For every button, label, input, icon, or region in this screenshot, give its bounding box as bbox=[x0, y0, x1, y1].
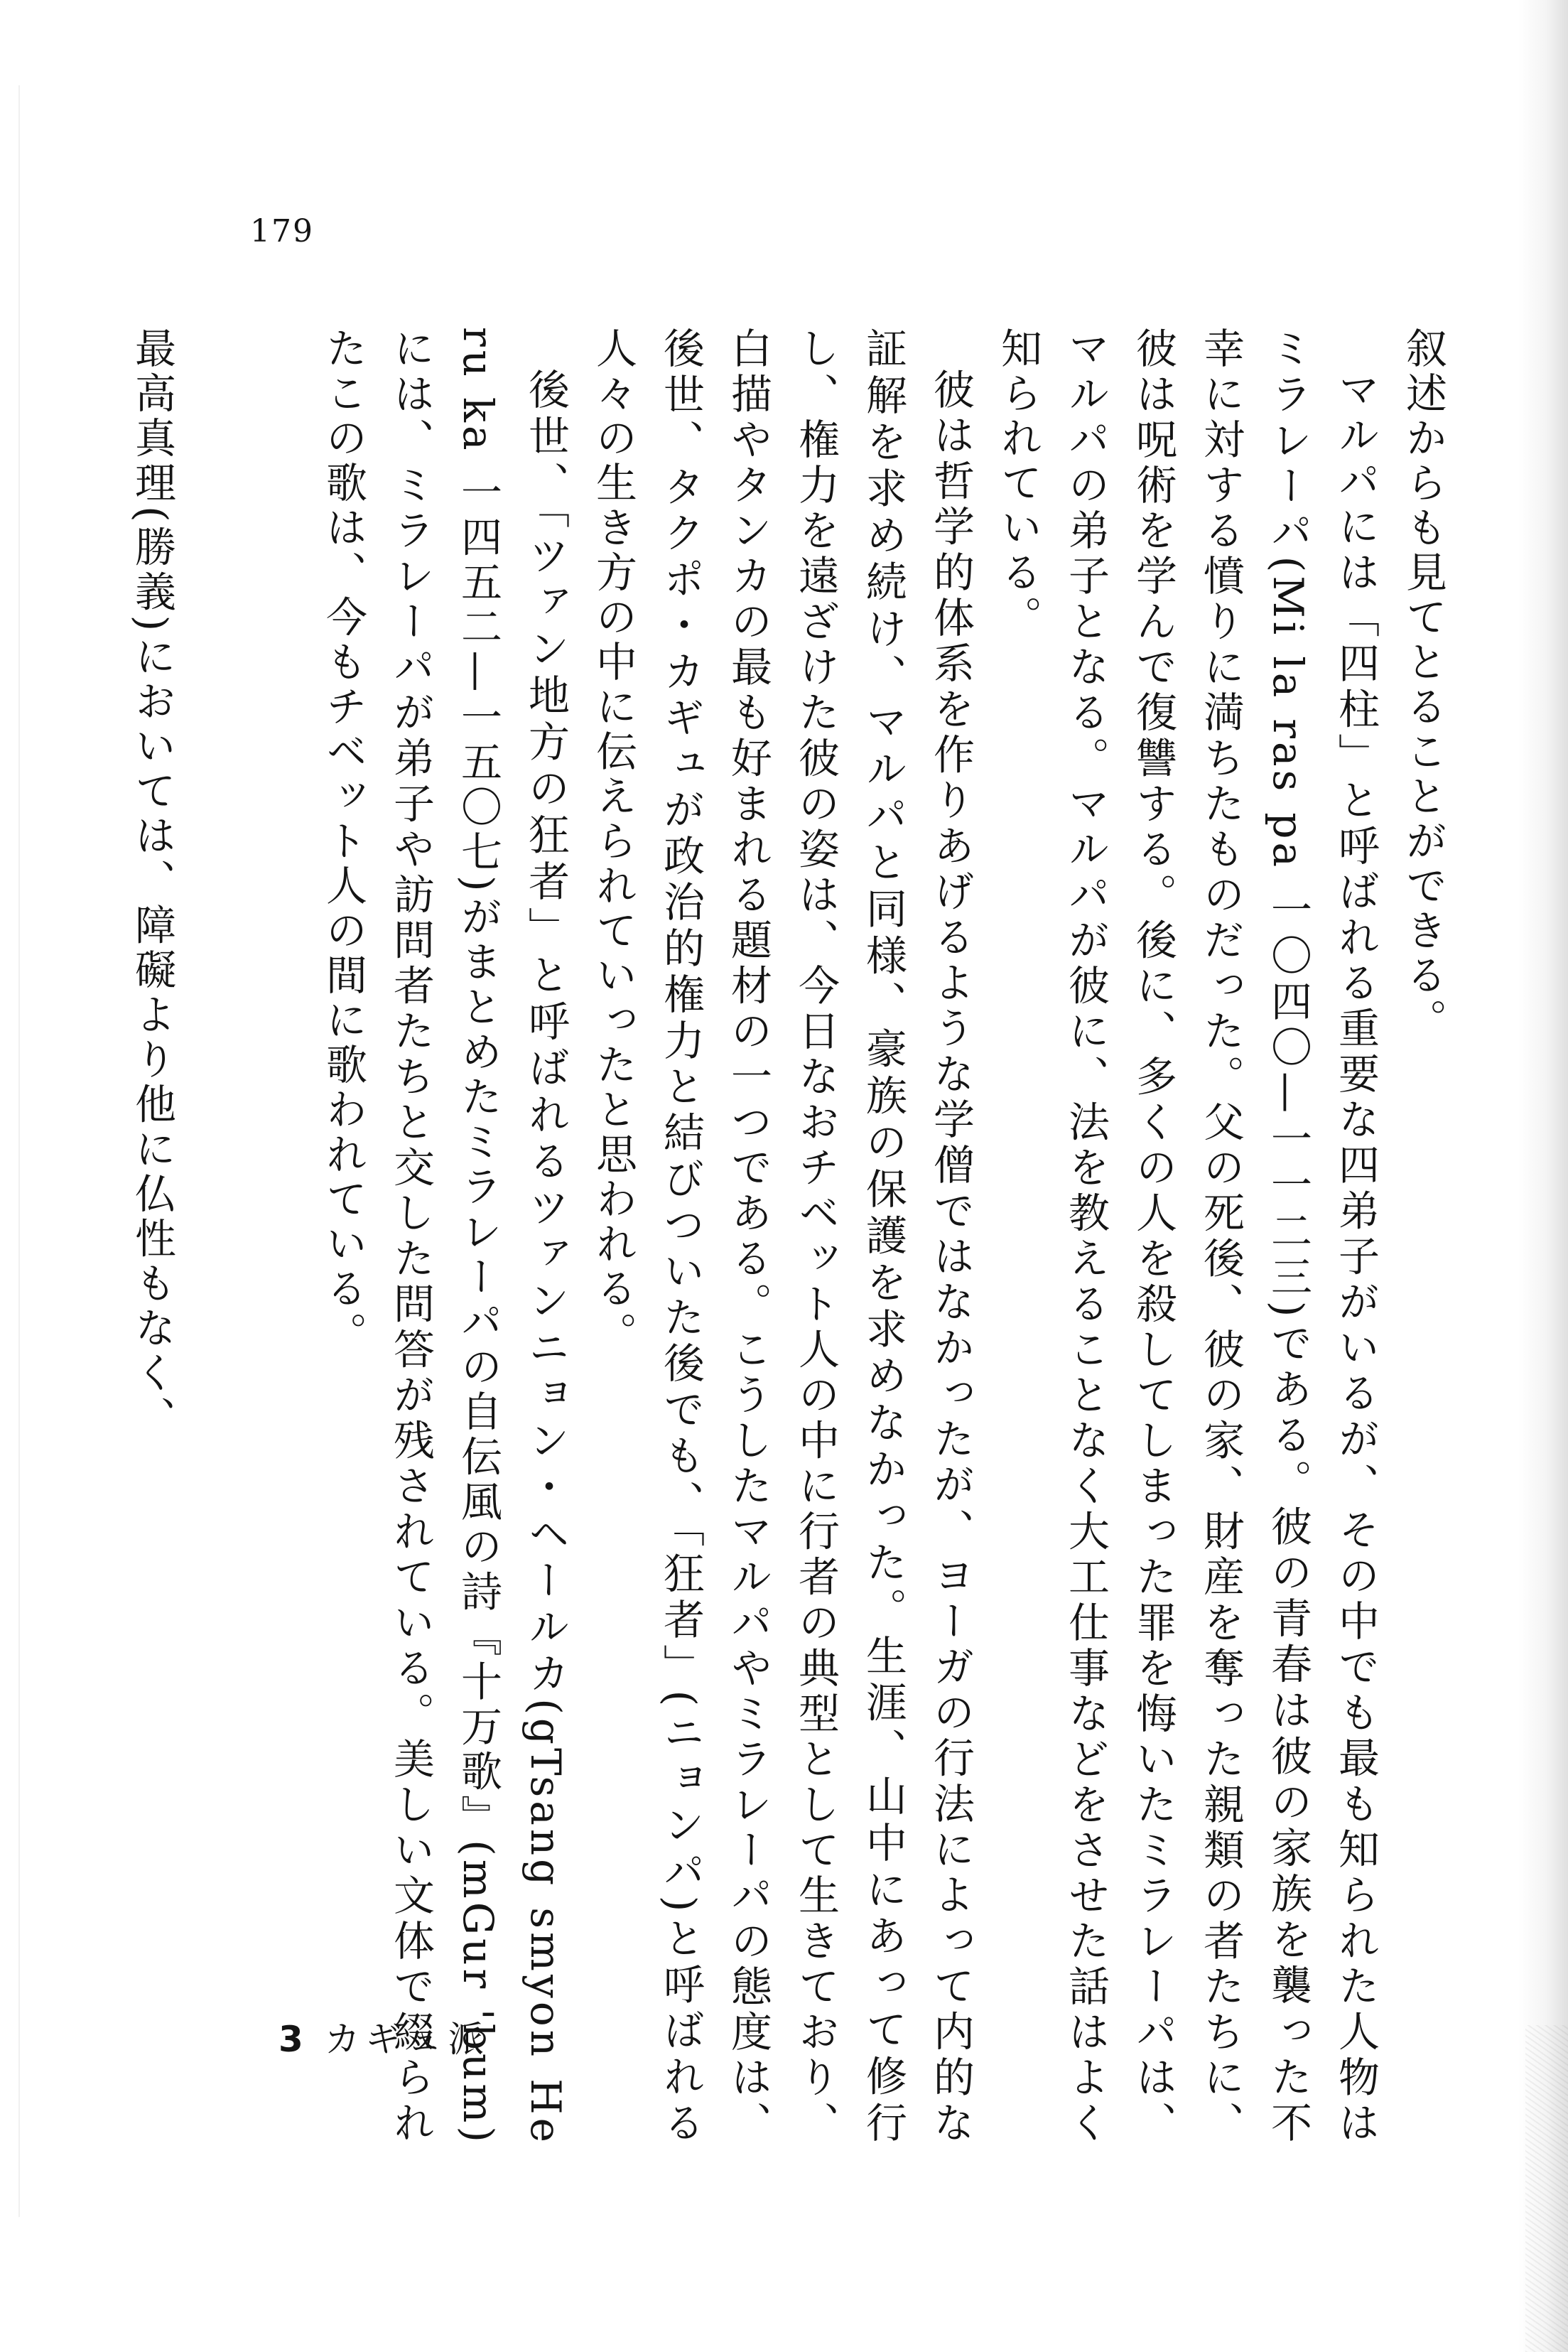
section-number: 3 bbox=[279, 2019, 303, 2060]
verse-block bbox=[0, 327, 309, 2146]
section-title: カギュ派 bbox=[324, 2019, 490, 2060]
running-footer bbox=[279, 2011, 490, 2062]
paragraph-4: 後世、「ツァン地方の狂者」と呼ばれるツァンニョン・ヘールカ(gTsang smyon He ru ka 一四五二—一五〇七)がまとめたミラレーパの自伝風の詩『十万歌』(mGur 'bum)には、ミラレーパが弟子や訪問者たちと交した問答が残されている。美しい文体で綴られたこの歌は、今もチベット人の間に歌われている。 bbox=[319, 327, 570, 2146]
verse-line-1: 最高真理(勝義)においては、障礙より他に仏性もなく、 bbox=[128, 327, 176, 1441]
paragraph-1: 叙述からも見てとることができる。 bbox=[1399, 327, 1447, 1043]
page-number: 179 bbox=[250, 213, 314, 249]
paragraph-2: マルパには「四柱」と呼ばれる重要な四弟子がいるが、その中でも最も知られた人物はミラレーパ(Mi la ras pa 一〇四〇—一一二三)である。彼の青春は彼の家族を襲った不幸に対する憤りに満ちたものだった。父の死後、彼の家、財産を奪った親類の者たちに、彼は呪術を学んで復讐する。後に、多くの人を殺してしまった罪を悔いたミラレーパは、マルパの弟子となる。マルパが彼に、法を教えることなく大工仕事などをさせた話はよく知られている。 bbox=[994, 327, 1380, 2146]
verse-line-2 bbox=[0, 327, 118, 2146]
paragraph-3: 彼は哲学的体系を作りあげるような学僧ではなかったが、ヨーガの行法によって内的な証解を求め続け、マルパと同様、豪族の保護を求めなかった。生涯、山中にあって修行し、権力を遠ざけた彼の姿は、今日なおチベット人の中に行者の典型として生きており、白描やタンカの最も好まれる題材の一つである。こうしたマルパやミラレーパの態度は、後世、タクポ・カギュが政治的権力と結びついた後でも、「狂者」(ニョンパ)と呼ばれる人々の生き方の中に伝えられていったと思われる。 bbox=[589, 327, 975, 2146]
scan-edge-texture bbox=[1525, 2025, 1568, 2352]
scan-edge-shadow bbox=[1518, 0, 1568, 2352]
